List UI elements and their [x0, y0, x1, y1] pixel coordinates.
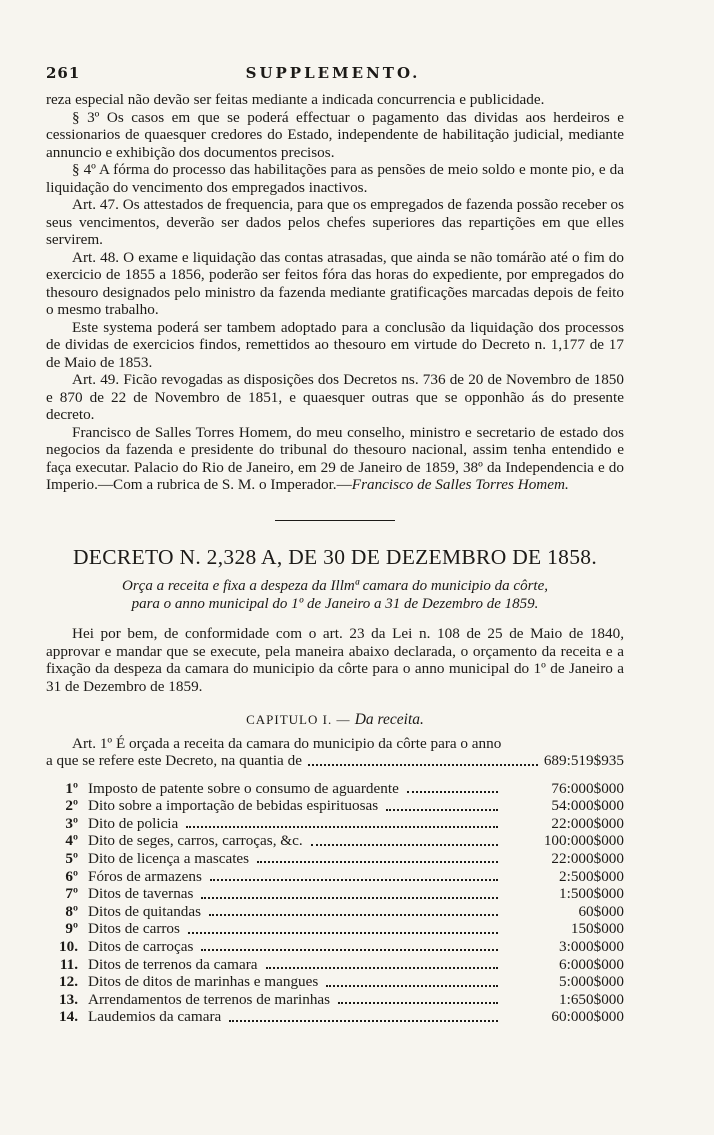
- item-number: 8º: [65, 902, 78, 920]
- item-number: 3º: [65, 814, 78, 832]
- item-number: 7º: [65, 885, 78, 903]
- list-item: [46, 903, 624, 921]
- dot-leader: [386, 809, 498, 811]
- paragraph: reza especial não devão ser feitas mediante a indicada concurrencia e publicidade.: [46, 91, 545, 108]
- chapter-title: Da receita.: [354, 711, 424, 728]
- dot-leader: [209, 914, 498, 916]
- decree-subtitle-line: Orça a receita e fixa a despeza da Illmª camara do municipio da côrte,: [122, 578, 548, 594]
- item-number: 11.: [59, 955, 78, 973]
- dot-leader: [210, 879, 498, 881]
- item-label: Dito de policia: [88, 814, 179, 832]
- decree-intro: Hei por bem, de conformidade com o art. 23 da Lei n. 108 de 25 de Maio de 1840, approvar e mandar que se execute, pela maneira abaixo declarada, o orçamento da receita e a fixação da despeza da camara do municipio da côrte para o anno municipal do 1º de Janeiro a 31 de Dezembro de 1859.: [46, 625, 624, 695]
- article-1-total-row: [46, 752, 624, 770]
- item-number: 6º: [65, 867, 78, 885]
- list-item: [46, 955, 624, 973]
- item-value: 76:000$000: [551, 779, 624, 797]
- dot-leader: [266, 967, 498, 969]
- paragraph: Art. 47. Os attestados de frequencia, para que os empregados de fazenda possão receber os seus vencimentos, deverão ser dados pelos chefes superiores das repartições em que elles servirem.: [46, 196, 624, 248]
- item-label: Fóros de armazens: [88, 867, 202, 885]
- item-label: Ditos de carros: [88, 920, 180, 938]
- page-number: 261: [46, 64, 81, 82]
- section-divider: [275, 520, 395, 521]
- item-number: 12.: [59, 973, 78, 991]
- item-label: Ditos de carroças: [88, 937, 194, 955]
- chapter-label: CAPITULO I. —: [246, 712, 351, 727]
- item-label: Imposto de patente sobre o consumo de aguardente: [88, 779, 399, 797]
- dot-leader: [201, 949, 498, 951]
- item-label: Ditos de terrenos da camara: [88, 955, 258, 973]
- item-label: Ditos de ditos de marinhas e mangues: [88, 973, 319, 991]
- item-number: 4º: [65, 832, 78, 850]
- item-number: 10.: [59, 937, 78, 955]
- paragraph: Art. 48. O exame e liquidação das contas atrasadas, que ainda se não tomárão até o fim do exercicio de 1855 a 1856, poderão ser feitos fóra das horas do expediente, por empregados do thesouro designados pelo ministro da fazenda mediante gratificações marcadas depois de feito o mesmo trabalho.: [46, 248, 624, 318]
- list-item: [46, 973, 624, 991]
- decree-title: DECRETO N. 2,328 A, DE 30 DE DEZEMBRO DE 1858.: [72, 544, 597, 569]
- item-number: 14.: [59, 1008, 78, 1026]
- paragraph: Francisco de Salles Torres Homem, do meu conselho, ministro e secretario de estado dos negocios da fazenda e presidente do tribunal do thesouro nacional, assim tenha entendido e faça executar. Palacio do Rio de Janeiro, em 29 de Janeiro de 1859, 38º da Independencia e do Imperio.—Com a rubrica de S. M. o Imperador.—: [46, 423, 624, 493]
- item-label: Arrendamentos de terrenos de marinhas: [88, 990, 331, 1008]
- item-label: Dito de seges, carros, carroças, &c.: [88, 832, 303, 850]
- item-value: 2:500$000: [559, 867, 624, 885]
- page-body: [46, 91, 624, 1026]
- list-item: [46, 1008, 624, 1026]
- list-item: [46, 797, 624, 815]
- list-item: [46, 867, 624, 885]
- list-item: [46, 780, 624, 798]
- item-value: 3:000$000: [559, 937, 624, 955]
- dot-leader: [407, 791, 498, 793]
- item-number: 1º: [65, 779, 78, 797]
- dot-leader: [201, 897, 498, 899]
- chapter-heading: [46, 711, 624, 729]
- item-value: 54:000$000: [551, 797, 624, 815]
- list-item: [46, 815, 624, 833]
- paragraph: Este systema poderá ser tambem adoptado para a conclusão da liquidação dos processos de dividas de exercicios findos, remettidos ao thesouro em virtude do Decreto n. 1,177 de 17 de Maio de 1853.: [46, 318, 624, 371]
- dot-leader: [229, 1020, 498, 1022]
- item-value: 5:000$000: [559, 973, 624, 991]
- dot-leader: [326, 985, 498, 987]
- item-value: 6:000$000: [559, 955, 624, 973]
- article-1-line: a que se refere este Decreto, na quantia de: [46, 752, 302, 769]
- item-label: Dito de licença a mascates: [88, 849, 250, 867]
- dot-leader: [338, 1002, 498, 1004]
- paragraph: § 3º Os casos em que se poderá effectuar o pagamento das dividas aos herdeiros e cessionarios de quaesquer credores do Estado, independente de habilitação judicial, mediante annuncio e exhibição dos documentos precisos.: [46, 108, 624, 161]
- item-label: Ditos de tavernas: [88, 885, 194, 903]
- dot-leader: [308, 764, 538, 766]
- dot-leader: [188, 932, 498, 934]
- list-item: [46, 991, 624, 1009]
- list-item: [46, 885, 624, 903]
- item-label: Laudemios da camara: [88, 1008, 222, 1026]
- item-value: 1:650$000: [559, 990, 624, 1008]
- item-value: 60:000$000: [551, 1008, 624, 1026]
- signature: Francisco de Salles Torres Homem.: [351, 476, 569, 493]
- paragraph: § 4º A fórma do processo das habilitações para as pensões de meio soldo e monte pio, e da liquidação do vencimento dos empregados inactivos.: [46, 161, 624, 196]
- paragraph-with-signature: [46, 424, 624, 494]
- revenue-items-list: [46, 780, 624, 1026]
- item-label: Dito sobre a importação de bebidas espirituosas: [88, 797, 379, 815]
- item-value: 60$000: [578, 902, 624, 920]
- item-number: 9º: [65, 920, 78, 938]
- decree-subtitle-line: para o anno municipal do 1º de Janeiro a 31 de Dezembro de 1859.: [131, 595, 539, 612]
- page-header-title: SUPPLEMENTO.: [245, 64, 421, 82]
- decree-subtitle: [46, 578, 624, 613]
- list-item: [46, 850, 624, 868]
- item-number: 13.: [59, 990, 78, 1008]
- item-label: Ditos de quitandas: [88, 902, 202, 920]
- running-header: [46, 64, 620, 86]
- item-number: 2º: [65, 797, 78, 815]
- article-1-total: 689:519$935: [543, 752, 624, 769]
- item-number: 5º: [65, 849, 78, 867]
- list-item: [46, 920, 624, 938]
- item-value: 22:000$000: [551, 849, 624, 867]
- article-1-line: Art. 1º É orçada a receita da camara do municipio da côrte para o anno: [72, 734, 502, 752]
- list-item: [46, 832, 624, 850]
- paragraph: Art. 49. Ficão revogadas as disposições dos Decretos ns. 736 de 20 de Novembro de 1850 e 870 de 22 de Novembro de 1851, e quaesquer outras que se opponhão ás do presente decreto.: [46, 371, 624, 423]
- dot-leader: [186, 826, 498, 828]
- item-value: 22:000$000: [551, 814, 624, 832]
- dot-leader: [257, 861, 498, 863]
- dot-leader: [311, 844, 498, 846]
- item-value: 1:500$000: [559, 885, 624, 903]
- list-item: [46, 938, 624, 956]
- item-value: 150$000: [570, 920, 624, 938]
- item-value: 100:000$000: [543, 832, 624, 850]
